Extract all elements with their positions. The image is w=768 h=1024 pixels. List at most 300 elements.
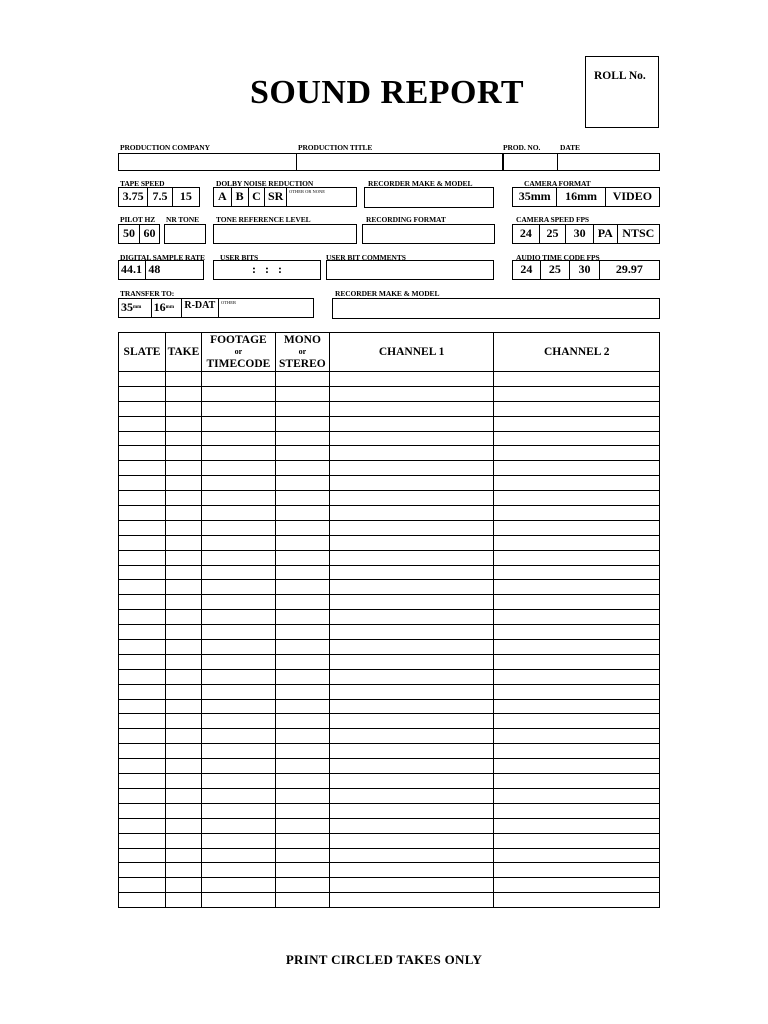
footage-cell[interactable] bbox=[201, 550, 275, 565]
table-row bbox=[119, 506, 660, 521]
mono-stereo-cell[interactable] bbox=[275, 654, 329, 669]
channel2-cell[interactable] bbox=[494, 625, 660, 640]
slate-cell[interactable] bbox=[119, 818, 166, 833]
audio-tc-label: AUDIO TIME CODE FPS bbox=[516, 253, 600, 262]
channel2-cell[interactable] bbox=[494, 565, 660, 580]
channel2-cell[interactable] bbox=[494, 863, 660, 878]
tape-speed-15[interactable]: 15 bbox=[179, 189, 192, 203]
mono-stereo-cell[interactable] bbox=[275, 684, 329, 699]
mono-stereo-cell[interactable] bbox=[275, 774, 329, 789]
transfer-label: TRANSFER TO: bbox=[120, 289, 175, 298]
channel1-cell[interactable] bbox=[329, 461, 494, 476]
table-row bbox=[119, 520, 660, 535]
channel2-cell[interactable] bbox=[494, 446, 660, 461]
channel1-cell[interactable] bbox=[329, 788, 494, 803]
slate-cell[interactable] bbox=[119, 759, 166, 774]
tape-speed-3-75[interactable]: 3.75 bbox=[119, 188, 148, 206]
slate-cell[interactable] bbox=[119, 684, 166, 699]
channel1-cell[interactable] bbox=[329, 654, 494, 669]
channel1-cell[interactable] bbox=[329, 401, 494, 416]
recorder2-label: RECORDER MAKE & MODEL bbox=[335, 289, 440, 298]
slate-cell[interactable] bbox=[119, 744, 166, 759]
channel1-cell[interactable] bbox=[329, 550, 494, 565]
slate-cell[interactable] bbox=[119, 640, 166, 655]
footage-cell[interactable] bbox=[201, 893, 275, 908]
mono-stereo-cell[interactable] bbox=[275, 520, 329, 535]
channel2-cell[interactable] bbox=[494, 759, 660, 774]
channel1-cell[interactable] bbox=[329, 714, 494, 729]
camera-format-16mm[interactable]: 16mm bbox=[557, 188, 605, 206]
footage-cell[interactable] bbox=[201, 729, 275, 744]
channel1-cell[interactable] bbox=[329, 446, 494, 461]
date-field[interactable] bbox=[557, 153, 660, 171]
mono-stereo-cell[interactable] bbox=[275, 431, 329, 446]
dolby-c[interactable]: C bbox=[249, 188, 266, 206]
slate-cell[interactable] bbox=[119, 401, 166, 416]
slate-cell[interactable] bbox=[119, 491, 166, 506]
channel2-cell[interactable] bbox=[494, 386, 660, 401]
table-row bbox=[119, 729, 660, 744]
slate-cell[interactable] bbox=[119, 461, 166, 476]
channel1-cell[interactable] bbox=[329, 729, 494, 744]
take-cell[interactable] bbox=[165, 833, 201, 848]
recorder2-field[interactable] bbox=[332, 298, 660, 319]
table-row bbox=[119, 803, 660, 818]
nr-tone-label: NR TONE bbox=[166, 215, 199, 224]
footage-cell[interactable] bbox=[201, 506, 275, 521]
slate-cell[interactable] bbox=[119, 893, 166, 908]
take-cell[interactable] bbox=[165, 550, 201, 565]
footage-cell[interactable] bbox=[201, 714, 275, 729]
take-cell[interactable] bbox=[165, 506, 201, 521]
mono-stereo-cell[interactable] bbox=[275, 788, 329, 803]
channel2-cell[interactable] bbox=[494, 580, 660, 595]
channel2-cell[interactable] bbox=[494, 476, 660, 491]
footage-header bbox=[201, 333, 275, 372]
prod-no-field[interactable] bbox=[502, 153, 558, 171]
channel2-cell[interactable] bbox=[494, 729, 660, 744]
channel1-cell[interactable] bbox=[329, 863, 494, 878]
channel1-cell[interactable] bbox=[329, 595, 494, 610]
channel2-cell[interactable] bbox=[494, 893, 660, 908]
camera-format-35mm[interactable]: 35mm bbox=[513, 188, 557, 206]
channel2-cell[interactable] bbox=[494, 416, 660, 431]
take-cell[interactable] bbox=[165, 580, 201, 595]
channel2-cell[interactable] bbox=[494, 774, 660, 789]
footage-cell[interactable] bbox=[201, 386, 275, 401]
take-cell[interactable] bbox=[165, 461, 201, 476]
channel2-cell[interactable] bbox=[494, 684, 660, 699]
footage-cell[interactable] bbox=[201, 461, 275, 476]
tape-speed-label: TAPE SPEED bbox=[120, 179, 165, 188]
take-cell[interactable] bbox=[165, 654, 201, 669]
mono-stereo-cell[interactable] bbox=[275, 386, 329, 401]
pilot-60[interactable]: 60 bbox=[143, 226, 156, 240]
slate-cell[interactable] bbox=[119, 565, 166, 580]
take-cell[interactable] bbox=[165, 759, 201, 774]
slate-cell[interactable] bbox=[119, 506, 166, 521]
channel2-cell[interactable] bbox=[494, 818, 660, 833]
slate-cell[interactable] bbox=[119, 878, 166, 893]
take-cell[interactable] bbox=[165, 878, 201, 893]
channel2-cell[interactable] bbox=[494, 640, 660, 655]
channel1-cell[interactable] bbox=[329, 506, 494, 521]
table-row bbox=[119, 863, 660, 878]
table-row bbox=[119, 774, 660, 789]
footage-cell[interactable] bbox=[201, 416, 275, 431]
take-cell[interactable] bbox=[165, 788, 201, 803]
channel1-cell[interactable] bbox=[329, 878, 494, 893]
audio-tc-25[interactable]: 25 bbox=[541, 261, 571, 279]
slate-cell[interactable] bbox=[119, 625, 166, 640]
camera-speed-25[interactable]: 25 bbox=[540, 225, 567, 243]
transfer-35mm[interactable] bbox=[119, 299, 152, 317]
mono-stereo-cell[interactable] bbox=[275, 833, 329, 848]
mono-stereo-cell[interactable] bbox=[275, 446, 329, 461]
table-row bbox=[119, 640, 660, 655]
table-header-row bbox=[119, 333, 660, 372]
mono-stereo-cell[interactable] bbox=[275, 535, 329, 550]
footage-cell[interactable] bbox=[201, 491, 275, 506]
take-cell[interactable] bbox=[165, 595, 201, 610]
production-title-field[interactable] bbox=[296, 153, 504, 171]
slate-cell[interactable] bbox=[119, 833, 166, 848]
channel1-cell[interactable] bbox=[329, 580, 494, 595]
dolby-label: DOLBY NOISE REDUCTION bbox=[216, 179, 314, 188]
roll-number-box[interactable] bbox=[585, 56, 659, 128]
channel2-cell[interactable] bbox=[494, 461, 660, 476]
slate-cell[interactable] bbox=[119, 669, 166, 684]
slate-cell[interactable] bbox=[119, 476, 166, 491]
footage-cell[interactable] bbox=[201, 744, 275, 759]
camera-format-video[interactable]: VIDEO bbox=[612, 189, 653, 203]
audio-tc-29-97[interactable]: 29.97 bbox=[615, 262, 643, 276]
channel2-cell[interactable] bbox=[494, 699, 660, 714]
channel2-cell[interactable] bbox=[494, 744, 660, 759]
take-cell[interactable] bbox=[165, 431, 201, 446]
slate-cell[interactable] bbox=[119, 699, 166, 714]
mono-stereo-cell[interactable] bbox=[275, 580, 329, 595]
channel2-header: CHANNEL 2 bbox=[494, 333, 660, 372]
channel1-cell[interactable] bbox=[329, 640, 494, 655]
take-cell[interactable] bbox=[165, 535, 201, 550]
take-cell[interactable] bbox=[165, 744, 201, 759]
take-cell[interactable] bbox=[165, 774, 201, 789]
recording-format-field[interactable] bbox=[362, 224, 495, 244]
slate-cell[interactable] bbox=[119, 863, 166, 878]
slate-cell[interactable] bbox=[119, 595, 166, 610]
sample-rate-44-1[interactable]: 44.1 bbox=[119, 261, 146, 279]
channel2-cell[interactable] bbox=[494, 491, 660, 506]
date-label: DATE bbox=[560, 143, 580, 152]
mono-stereo-cell[interactable] bbox=[275, 729, 329, 744]
take-cell[interactable] bbox=[165, 863, 201, 878]
footage-cell[interactable] bbox=[201, 654, 275, 669]
channel1-cell[interactable] bbox=[329, 416, 494, 431]
channel1-cell[interactable] bbox=[329, 759, 494, 774]
footage-cell[interactable] bbox=[201, 640, 275, 655]
footage-cell[interactable] bbox=[201, 431, 275, 446]
channel1-cell[interactable] bbox=[329, 774, 494, 789]
footage-cell[interactable] bbox=[201, 372, 275, 387]
take-cell[interactable] bbox=[165, 848, 201, 863]
take-cell[interactable] bbox=[165, 401, 201, 416]
channel2-cell[interactable] bbox=[494, 714, 660, 729]
mono-stereo-cell[interactable] bbox=[275, 818, 329, 833]
transfer-rdat[interactable]: R-DAT bbox=[182, 299, 219, 317]
footage-cell[interactable] bbox=[201, 565, 275, 580]
slate-cell[interactable] bbox=[119, 729, 166, 744]
user-bit-comments-label: USER BIT COMMENTS bbox=[326, 253, 406, 262]
dolby-other-field[interactable] bbox=[287, 188, 356, 206]
table-row bbox=[119, 744, 660, 759]
take-cell[interactable] bbox=[165, 491, 201, 506]
channel1-cell[interactable] bbox=[329, 535, 494, 550]
take-cell[interactable] bbox=[165, 669, 201, 684]
mono-stereo-cell[interactable] bbox=[275, 714, 329, 729]
footage-cell[interactable] bbox=[201, 818, 275, 833]
channel2-cell[interactable] bbox=[494, 431, 660, 446]
footage-cell[interactable] bbox=[201, 595, 275, 610]
mono-stereo-cell[interactable] bbox=[275, 372, 329, 387]
footage-cell[interactable] bbox=[201, 520, 275, 535]
footage-cell[interactable] bbox=[201, 625, 275, 640]
slate-cell[interactable] bbox=[119, 416, 166, 431]
slate-cell[interactable] bbox=[119, 714, 166, 729]
channel2-cell[interactable] bbox=[494, 848, 660, 863]
channel2-cell[interactable] bbox=[494, 610, 660, 625]
mono-stereo-cell[interactable] bbox=[275, 669, 329, 684]
channel1-cell[interactable] bbox=[329, 893, 494, 908]
user-bits-field[interactable]: : : : bbox=[213, 260, 321, 280]
mono-stereo-header bbox=[275, 333, 329, 372]
take-cell[interactable] bbox=[165, 416, 201, 431]
page-title: SOUND REPORT bbox=[250, 74, 524, 111]
footage-cell[interactable] bbox=[201, 774, 275, 789]
table-row bbox=[119, 684, 660, 699]
take-cell[interactable] bbox=[165, 610, 201, 625]
channel1-cell[interactable] bbox=[329, 610, 494, 625]
footage-cell[interactable] bbox=[201, 788, 275, 803]
transfer-16mm[interactable] bbox=[152, 299, 183, 317]
take-cell[interactable] bbox=[165, 893, 201, 908]
slate-cell[interactable] bbox=[119, 848, 166, 863]
slate-cell[interactable] bbox=[119, 580, 166, 595]
table-row bbox=[119, 535, 660, 550]
channel1-cell[interactable] bbox=[329, 491, 494, 506]
mono-stereo-cell[interactable] bbox=[275, 759, 329, 774]
dolby-a[interactable]: A bbox=[214, 188, 232, 206]
slate-cell[interactable] bbox=[119, 372, 166, 387]
tone-reference-field[interactable] bbox=[213, 224, 357, 244]
camera-speed-label: CAMERA SPEED FPS bbox=[516, 215, 589, 224]
slate-cell[interactable] bbox=[119, 774, 166, 789]
sample-rate-48[interactable]: 48 bbox=[148, 262, 161, 276]
take-cell[interactable] bbox=[165, 729, 201, 744]
slate-cell[interactable] bbox=[119, 535, 166, 550]
dolby-sr[interactable]: SR bbox=[265, 188, 287, 206]
channel2-cell[interactable] bbox=[494, 833, 660, 848]
slate-cell[interactable] bbox=[119, 446, 166, 461]
channel1-cell[interactable] bbox=[329, 431, 494, 446]
mono-stereo-cell[interactable] bbox=[275, 506, 329, 521]
take-cell[interactable] bbox=[165, 699, 201, 714]
channel1-cell[interactable] bbox=[329, 476, 494, 491]
slate-cell[interactable] bbox=[119, 386, 166, 401]
user-bits-label: USER BITS bbox=[220, 253, 259, 262]
table-row bbox=[119, 595, 660, 610]
channel1-cell[interactable] bbox=[329, 833, 494, 848]
camera-speed-ntsc[interactable]: NTSC bbox=[622, 226, 655, 240]
mono-stereo-cell[interactable] bbox=[275, 550, 329, 565]
table-row bbox=[119, 654, 660, 669]
mono-stereo-cell[interactable] bbox=[275, 401, 329, 416]
take-cell[interactable] bbox=[165, 476, 201, 491]
mono-stereo-cell[interactable] bbox=[275, 595, 329, 610]
footage-cell[interactable] bbox=[201, 669, 275, 684]
take-cell[interactable] bbox=[165, 625, 201, 640]
slate-cell[interactable] bbox=[119, 654, 166, 669]
footage-cell[interactable] bbox=[201, 446, 275, 461]
slate-cell[interactable] bbox=[119, 550, 166, 565]
take-cell[interactable] bbox=[165, 372, 201, 387]
camera-speed-pal[interactable]: PA bbox=[594, 225, 618, 243]
channel1-cell[interactable] bbox=[329, 565, 494, 580]
footage-cell[interactable] bbox=[201, 833, 275, 848]
slate-cell[interactable] bbox=[119, 803, 166, 818]
audio-tc-24[interactable]: 24 bbox=[513, 261, 541, 279]
channel1-cell[interactable] bbox=[329, 520, 494, 535]
mono-stereo-cell[interactable] bbox=[275, 416, 329, 431]
mono-stereo-cell[interactable] bbox=[275, 699, 329, 714]
footage-cell[interactable] bbox=[201, 401, 275, 416]
tape-speed-7-5[interactable]: 7.5 bbox=[148, 188, 172, 206]
stereo-text: STEREO bbox=[279, 358, 326, 370]
mono-stereo-cell[interactable] bbox=[275, 461, 329, 476]
mono-stereo-cell[interactable] bbox=[275, 863, 329, 878]
mono-stereo-cell[interactable] bbox=[275, 744, 329, 759]
footage-cell[interactable] bbox=[201, 878, 275, 893]
footage-cell[interactable] bbox=[201, 759, 275, 774]
take-log-table bbox=[118, 332, 660, 908]
camera-speed-options bbox=[512, 224, 660, 244]
channel2-cell[interactable] bbox=[494, 506, 660, 521]
channel2-cell[interactable] bbox=[494, 878, 660, 893]
footage-cell[interactable] bbox=[201, 863, 275, 878]
mono-stereo-cell[interactable] bbox=[275, 878, 329, 893]
take-cell[interactable] bbox=[165, 640, 201, 655]
timecode-text: TIMECODE bbox=[206, 358, 271, 370]
recorder-field[interactable] bbox=[364, 187, 494, 208]
mono-stereo-cell[interactable] bbox=[275, 476, 329, 491]
mono-or: or bbox=[298, 347, 307, 356]
channel1-cell[interactable] bbox=[329, 684, 494, 699]
table-row bbox=[119, 788, 660, 803]
camera-speed-24[interactable]: 24 bbox=[513, 225, 540, 243]
take-cell[interactable] bbox=[165, 803, 201, 818]
table-row bbox=[119, 446, 660, 461]
slate-cell[interactable] bbox=[119, 431, 166, 446]
footage-cell[interactable] bbox=[201, 684, 275, 699]
table-row bbox=[119, 714, 660, 729]
take-cell[interactable] bbox=[165, 818, 201, 833]
mono-stereo-cell[interactable] bbox=[275, 565, 329, 580]
user-bit-comments-field[interactable] bbox=[326, 260, 494, 280]
footage-cell[interactable] bbox=[201, 848, 275, 863]
channel1-cell[interactable] bbox=[329, 386, 494, 401]
channel2-cell[interactable] bbox=[494, 788, 660, 803]
take-cell[interactable] bbox=[165, 520, 201, 535]
channel2-cell[interactable] bbox=[494, 669, 660, 684]
footage-cell[interactable] bbox=[201, 535, 275, 550]
take-cell[interactable] bbox=[165, 565, 201, 580]
table-row bbox=[119, 669, 660, 684]
mono-stereo-cell[interactable] bbox=[275, 893, 329, 908]
slate-cell[interactable] bbox=[119, 520, 166, 535]
channel1-cell[interactable] bbox=[329, 699, 494, 714]
footage-cell[interactable] bbox=[201, 803, 275, 818]
channel1-cell[interactable] bbox=[329, 848, 494, 863]
nr-tone-field[interactable] bbox=[164, 224, 206, 244]
mono-stereo-cell[interactable] bbox=[275, 491, 329, 506]
channel2-cell[interactable] bbox=[494, 535, 660, 550]
channel2-cell[interactable] bbox=[494, 520, 660, 535]
dolby-b[interactable]: B bbox=[232, 188, 249, 206]
channel1-cell[interactable] bbox=[329, 818, 494, 833]
take-cell[interactable] bbox=[165, 386, 201, 401]
slate-cell[interactable] bbox=[119, 610, 166, 625]
slate-cell[interactable] bbox=[119, 788, 166, 803]
footage-cell[interactable] bbox=[201, 610, 275, 625]
sample-rate-label: DIGITAL SAMPLE RATE bbox=[120, 253, 205, 262]
mono-stereo-cell[interactable] bbox=[275, 625, 329, 640]
transfer-options bbox=[118, 298, 314, 318]
footage-cell[interactable] bbox=[201, 580, 275, 595]
production-company-field[interactable] bbox=[118, 153, 297, 171]
mono-stereo-cell[interactable] bbox=[275, 803, 329, 818]
table-row bbox=[119, 610, 660, 625]
channel2-cell[interactable] bbox=[494, 401, 660, 416]
take-cell[interactable] bbox=[165, 446, 201, 461]
channel2-cell[interactable] bbox=[494, 372, 660, 387]
take-cell[interactable] bbox=[165, 714, 201, 729]
channel1-cell[interactable] bbox=[329, 625, 494, 640]
camera-format-label: CAMERA FORMAT bbox=[524, 179, 591, 188]
transfer-other-field[interactable] bbox=[219, 299, 313, 317]
channel2-cell[interactable] bbox=[494, 595, 660, 610]
channel1-cell[interactable] bbox=[329, 744, 494, 759]
channel2-cell[interactable] bbox=[494, 803, 660, 818]
take-cell[interactable] bbox=[165, 684, 201, 699]
channel1-cell[interactable] bbox=[329, 669, 494, 684]
mono-stereo-cell[interactable] bbox=[275, 610, 329, 625]
mono-stereo-cell[interactable] bbox=[275, 640, 329, 655]
camera-speed-30[interactable]: 30 bbox=[566, 225, 594, 243]
sample-rate-options bbox=[118, 260, 204, 280]
mono-stereo-cell[interactable] bbox=[275, 848, 329, 863]
footage-cell[interactable] bbox=[201, 476, 275, 491]
table-row bbox=[119, 878, 660, 893]
pilot-50[interactable]: 50 bbox=[119, 225, 140, 243]
channel1-header: CHANNEL 1 bbox=[329, 333, 494, 372]
channel1-cell[interactable] bbox=[329, 803, 494, 818]
channel2-cell[interactable] bbox=[494, 654, 660, 669]
channel1-cell[interactable] bbox=[329, 372, 494, 387]
footage-cell[interactable] bbox=[201, 699, 275, 714]
channel2-cell[interactable] bbox=[494, 550, 660, 565]
footage-or: or bbox=[234, 347, 243, 356]
audio-tc-30[interactable]: 30 bbox=[570, 261, 600, 279]
